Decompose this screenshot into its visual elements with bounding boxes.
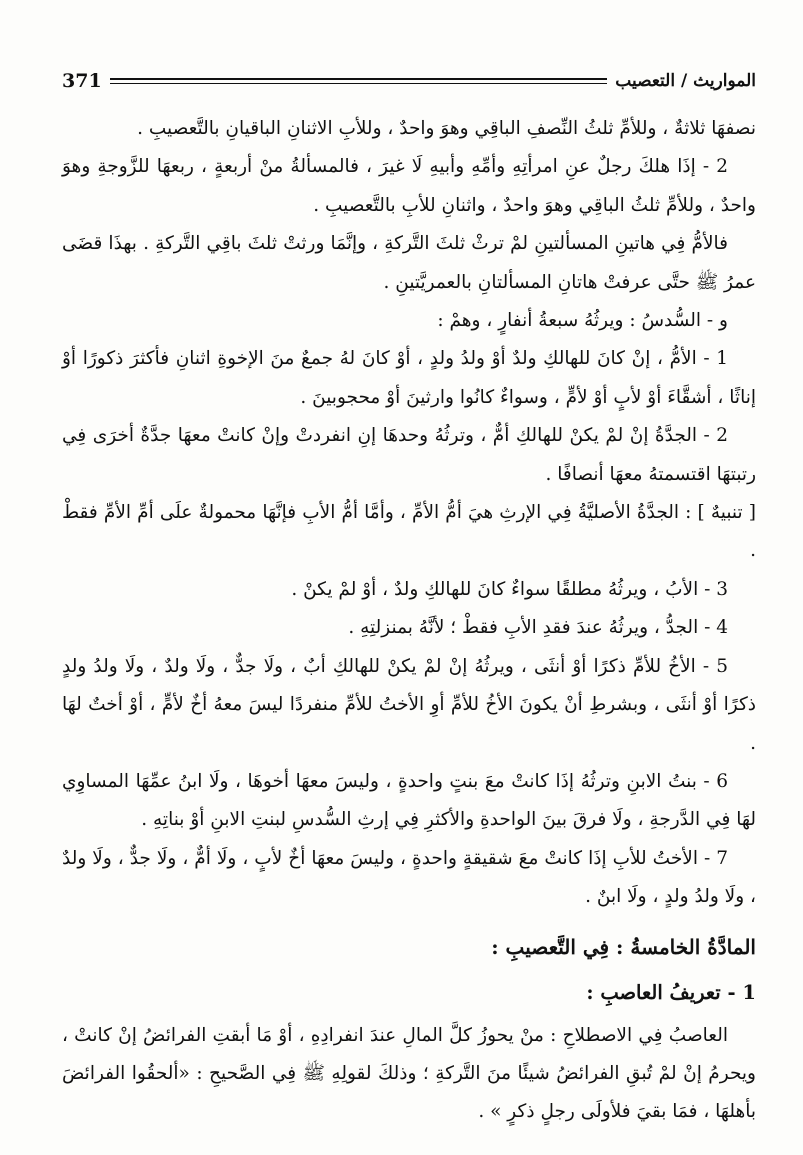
section-heading: المادَّةُ الخامسةُ : فِي التَّعصيبِ : [491, 934, 756, 959]
paragraph: 6 - بنتُ الابنِ وترثُهُ إذَا كانتْ معَ بنتٍ واحدةٍ ، وليسَ معهَا أخوهَا ، ولَا ابنُ عمِّهَا المساوِي لهَا فِي الدَّرجةِ ، ولَا فرقَ بينَ الواحدةِ والأكثرِ فِي إرثِ السُّدسِ لبنتِ الابنِ أوْ بناتِهِ . [62, 770, 756, 831]
header-rule [110, 78, 608, 84]
page-body [62, 110, 756, 1132]
paragraph: 3 - الأبُ ، ويرثُهُ مطلقًا سواءٌ كانَ للهالكِ ولدٌ ، أوْ لمْ يكنْ . [291, 578, 728, 600]
definition-paragraph: العاصبُ فِي الاصطلاحِ : منْ يحوزُ كلَّ المالِ عندَ انفرادِهِ ، أوْ مَا أبقتِ الفرائضُ إنْ كانتْ ، ويحرمُ إنْ لمْ تُبقِ الفرائضُ شيئًا منَ التَّركةِ ؛ وذلكَ لقولِهِ ﷺ فِي الصَّحيحِ : «ألحقُوا الفرائضَ بأهلهَا ، فمَا بقيَ فلأولَى رجلٍ ذكرٍ » . [62, 1024, 756, 1123]
paragraph: نصفهَا ثلاثةٌ ، وللأمِّ ثلثُ النِّصفِ الباقِي وهوَ واحدٌ ، وللأبِ الاثنانِ الباقيانِ بالتَّعصيبِ . [137, 118, 756, 139]
paragraph: فالأمُّ فِي هاتينِ المسألتينِ لمْ ترثْ ثلثَ التَّركةِ ، وإنَّمَا ورثتْ ثلثَ باقِي التَّركةِ . بهذَا قضَى عمرُ ﷺ حتَّى عرفتْ هاتانِ المسألتانِ بالعمريَّتينِ . [62, 233, 756, 293]
paragraph: 1 - الأمُّ ، إنْ كانَ للهالكِ ولدٌ أوْ ولدُ ولدٍ ، أوْ كانَ لهُ جمعٌ منَ الإخوةِ اثنانِ فأكثرَ ذكورًا أوْ إناثًا ، أشقَّاءَ أوْ لأبٍ أوْ لأمٍّ ، وسواءٌ كانُوا وارثينَ أوْ محجوبينَ . [62, 348, 756, 408]
paragraph: 7 - الأختُ للأبِ إذَا كانتْ معَ شقيقةٍ واحدةٍ ، وليسَ معهَا أخٌ لأبٍ ، ولَا أمٌّ ، ولَا جدٌّ ، ولَا ولدٌ ، ولَا ولدُ ولدٍ ، ولَا ابنٌ . [62, 847, 756, 908]
note-paragraph: [ تنبيهٌ ] : الجدَّةُ الأصليَّةُ فِي الإرثِ هيَ أمُّ الأمِّ ، وأمَّا أمُّ الأبِ فإنَّهَا محمولةٌ علَى أمِّ الأمِّ فقطْ . [62, 502, 756, 562]
page-number: 371 [62, 70, 102, 92]
header-title: المواريث / التعصيب [615, 71, 756, 91]
paragraph: 4 - الجدُّ ، ويرثُهُ عندَ فقدِ الأبِ فقطْ ؛ لأنَّهُ بمنزلتِهِ . [348, 617, 728, 639]
paragraph: 2 - إذَا هلكَ رجلٌ عنِ امرأتِهِ وأمِّهِ وأبيهِ لَا غيرَ ، فالمسألةُ منْ أربعةٍ ، ربعهَا للزَّوجةِ وهوَ واحدٌ ، وللأمِّ ثلثُ الباقِي وهوَ واحدٌ ، واثنانِ للأبِ بالتَّعصيبِ . [62, 156, 756, 216]
paragraph: 5 - الأخُ للأمِّ ذكرًا أوْ أنثَى ، ويرثُهُ إنْ لمْ يكنْ للهالكِ أبٌ ، ولَا جدٌّ ، ولَا ولدٌ ، ولَا ولدُ ولدٍ ذكرًا أوْ أنثَى ، وبشرطِ أنْ يكونَ الأخُ للأمِّ أوِ الأختُ للأمِّ منفردًا ليسَ معهُ أخٌ لأمٍّ ، أوْ أختٌ لهَا . [62, 655, 756, 754]
subsection-heading: 1 - تعريفُ العاصبِ : [586, 980, 756, 1004]
paragraph: و - السُّدسُ : ويرثُهُ سبعةُ أنفارٍ ، وهمْ : [437, 310, 728, 332]
running-header [62, 66, 756, 96]
paragraph: 2 - الجدَّةُ إنْ لمْ يكنْ للهالكِ أمٌّ ، وترثُهُ وحدهَا إنِ انفردتْ وإنْ كانتْ معهَا جدَّةٌ أخرَى فِي رتبتهَا اقتسمتهُ معهَا أنصافًا . [62, 425, 756, 485]
